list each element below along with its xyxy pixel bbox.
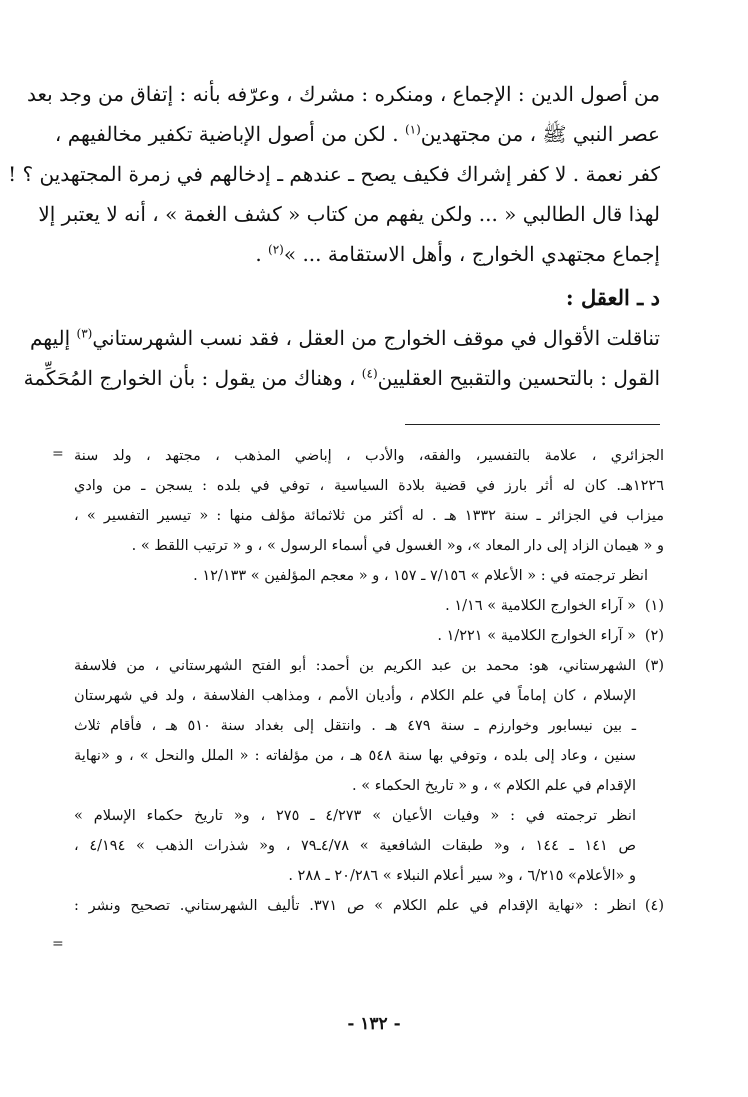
main-line-5-text: إجماع مجتهدي الخوارج ، وأهل الاستقامة ... » xyxy=(283,242,660,266)
footnote-2-number: (٢) xyxy=(644,628,664,644)
footnote-3-line-3: ـ بين نيسابور وخوارزم ـ سنة ٤٧٩ هـ . وانتقل إلى بغداد سنة ٥١٠ هـ ، فأقام ثلاث xyxy=(74,718,636,734)
footnote-cont-line-3: ميزاب في الجزائر ـ سنة ١٣٣٢ هـ . له أكثر من ثلاثمائة مؤلف منها : « تيسير التفسير » ، xyxy=(74,508,664,524)
main-line-2-start: عصر النبي ﷺ ، من مجتهدين xyxy=(420,122,660,146)
footnote-ref-1[interactable]: (١) xyxy=(404,122,421,137)
footnote-3-line-2: الإسلام ، كان إماماً في علم الكلام ، وأديان الأمم ، ومذاهب الفلاسفة ، ولد في شهرستان xyxy=(74,688,636,704)
footnote-cont-line-4: و « هيمان الزاد إلى دار المعاد »، و« الغسول في أسماء الرسول » ، و « ترتيب اللقط » . xyxy=(131,538,664,554)
main-line-5 xyxy=(82,234,660,274)
footnote-3-ref-line-1: انظر ترجمته في : « وفيات الأعيان » ٤/٢٧٣ ـ ٢٧٥ ، و« تاريخ حكماء الإسلام » xyxy=(74,808,636,824)
main-line-3: كفر نعمة . لا كفر إشراك فكيف يصح ـ عندهم ـ إدخالهم في زمرة المجتهدين ؟ ! xyxy=(8,162,660,186)
main-line-2-end: . لكن من أصول الإباضية تكفير مخالفيهم ، xyxy=(54,122,399,146)
main-text xyxy=(8,74,660,398)
para2-line-2-end: ، وهناك من يقول : بأن الخوارج المُحَكِّمة xyxy=(23,366,356,390)
main-line-4: لهذا قال الطالبي « ... ولكن يفهم من كتاب « كشف الغمة » ، أنه لا يعتبر إلا xyxy=(38,202,660,226)
continuation-mark-bottom: = xyxy=(52,936,64,952)
para2-line-2 xyxy=(23,358,660,398)
para2-line-1-start: تناقلت الأقوال في موقف الخوارج من العقل ، فقد نسب الشهرستاني xyxy=(92,326,660,350)
main-line-1: من أصول الدين : الإجماع ، ومنكره : مشرك ، وعرّفه بأنه : إتفاق من وجد بعد xyxy=(27,82,660,106)
footnote-3-line-4: سنين ، وعاد إلى بلده ، وتوفي بها سنة ٥٤٨ هـ ، من مؤلفاته : « الملل والنحل » ، و «نهاية xyxy=(74,748,636,764)
footnote-ref-3[interactable]: (٣) xyxy=(76,326,93,341)
footnote-cont-line-1: الجزائري ، علامة بالتفسير، والفقه، والأدب ، إباضي المذهب ، مجتهد ، ولد سنة xyxy=(74,448,664,464)
footnote-3-text-1: الشهرستاني، هو: محمد بن عبد الكريم بن أحمد: أبو الفتح الشهرستاني ، من فلاسفة xyxy=(74,658,636,674)
para2-line-2-start: القول : بالتحسين والتقبيح العقليين xyxy=(377,366,660,390)
para2-line-1-end: إليهم xyxy=(29,326,71,350)
footnote-separator xyxy=(405,424,660,425)
footnote-1 xyxy=(74,591,664,621)
footnote-cont-reference: انظر ترجمته في : « الأعلام » ٧/١٥٦ ـ ١٥٧ ، و « معجم المؤلفين » ١٢/١٣٣ . xyxy=(193,568,648,584)
footnote-1-number: (١) xyxy=(644,598,664,614)
footnote-ref-2[interactable]: (٢) xyxy=(268,242,284,257)
footnote-2-text: « آراء الخوارج الكلامية » ١/٢٢١ . xyxy=(437,628,636,644)
footnote-cont-line-2: ١٢٢٦هـ. كان له أثر بارز في قضية بلادة السياسية ، توفي في بلده : يسجن ـ من وادي xyxy=(74,478,664,494)
main-line-2 xyxy=(54,114,660,154)
footnote-4-number: (٤) xyxy=(644,898,664,914)
footnotes xyxy=(74,441,664,921)
footnote-2 xyxy=(74,621,664,651)
main-line-5-period: . xyxy=(255,242,262,266)
footnote-1-text: « آراء الخوارج الكلامية » ١/١٦ . xyxy=(445,598,636,614)
page-number: - ١٣٢ - xyxy=(347,1014,401,1034)
footnote-4-text: انظر : «نهاية الإقدام في علم الكلام » ص ٣٧١. تأليف الشهرستاني. تصحيح ونشر : xyxy=(74,898,636,914)
continuation-mark-top: = xyxy=(52,446,64,462)
footnote-3-ref-line-3: و «الأعلام» ٦/٢١٥ ، و« سير أعلام النبلاء » ٢٠/٢٨٦ ـ ٢٨٨ . xyxy=(288,868,636,884)
footnote-4 xyxy=(74,891,664,921)
footnote-3-line-1 xyxy=(74,651,664,681)
section-heading: د ـ العقل : xyxy=(565,285,660,310)
footnote-ref-4[interactable]: (٤) xyxy=(361,366,378,381)
footnote-3-number: (٣) xyxy=(644,658,664,674)
para2-line-1 xyxy=(29,318,660,358)
footnote-3-ref-line-2: ص ١٤١ ـ ١٤٤ ، و« طبقات الشافعية » ٤/٧٨ـ٧٩ ، و« شذرات الذهب » ٤/١٩٤ ، xyxy=(74,838,636,854)
footnote-3-line-5: الإقدام في علم الكلام » ، و « تاريخ الحكماء » . xyxy=(352,778,636,794)
